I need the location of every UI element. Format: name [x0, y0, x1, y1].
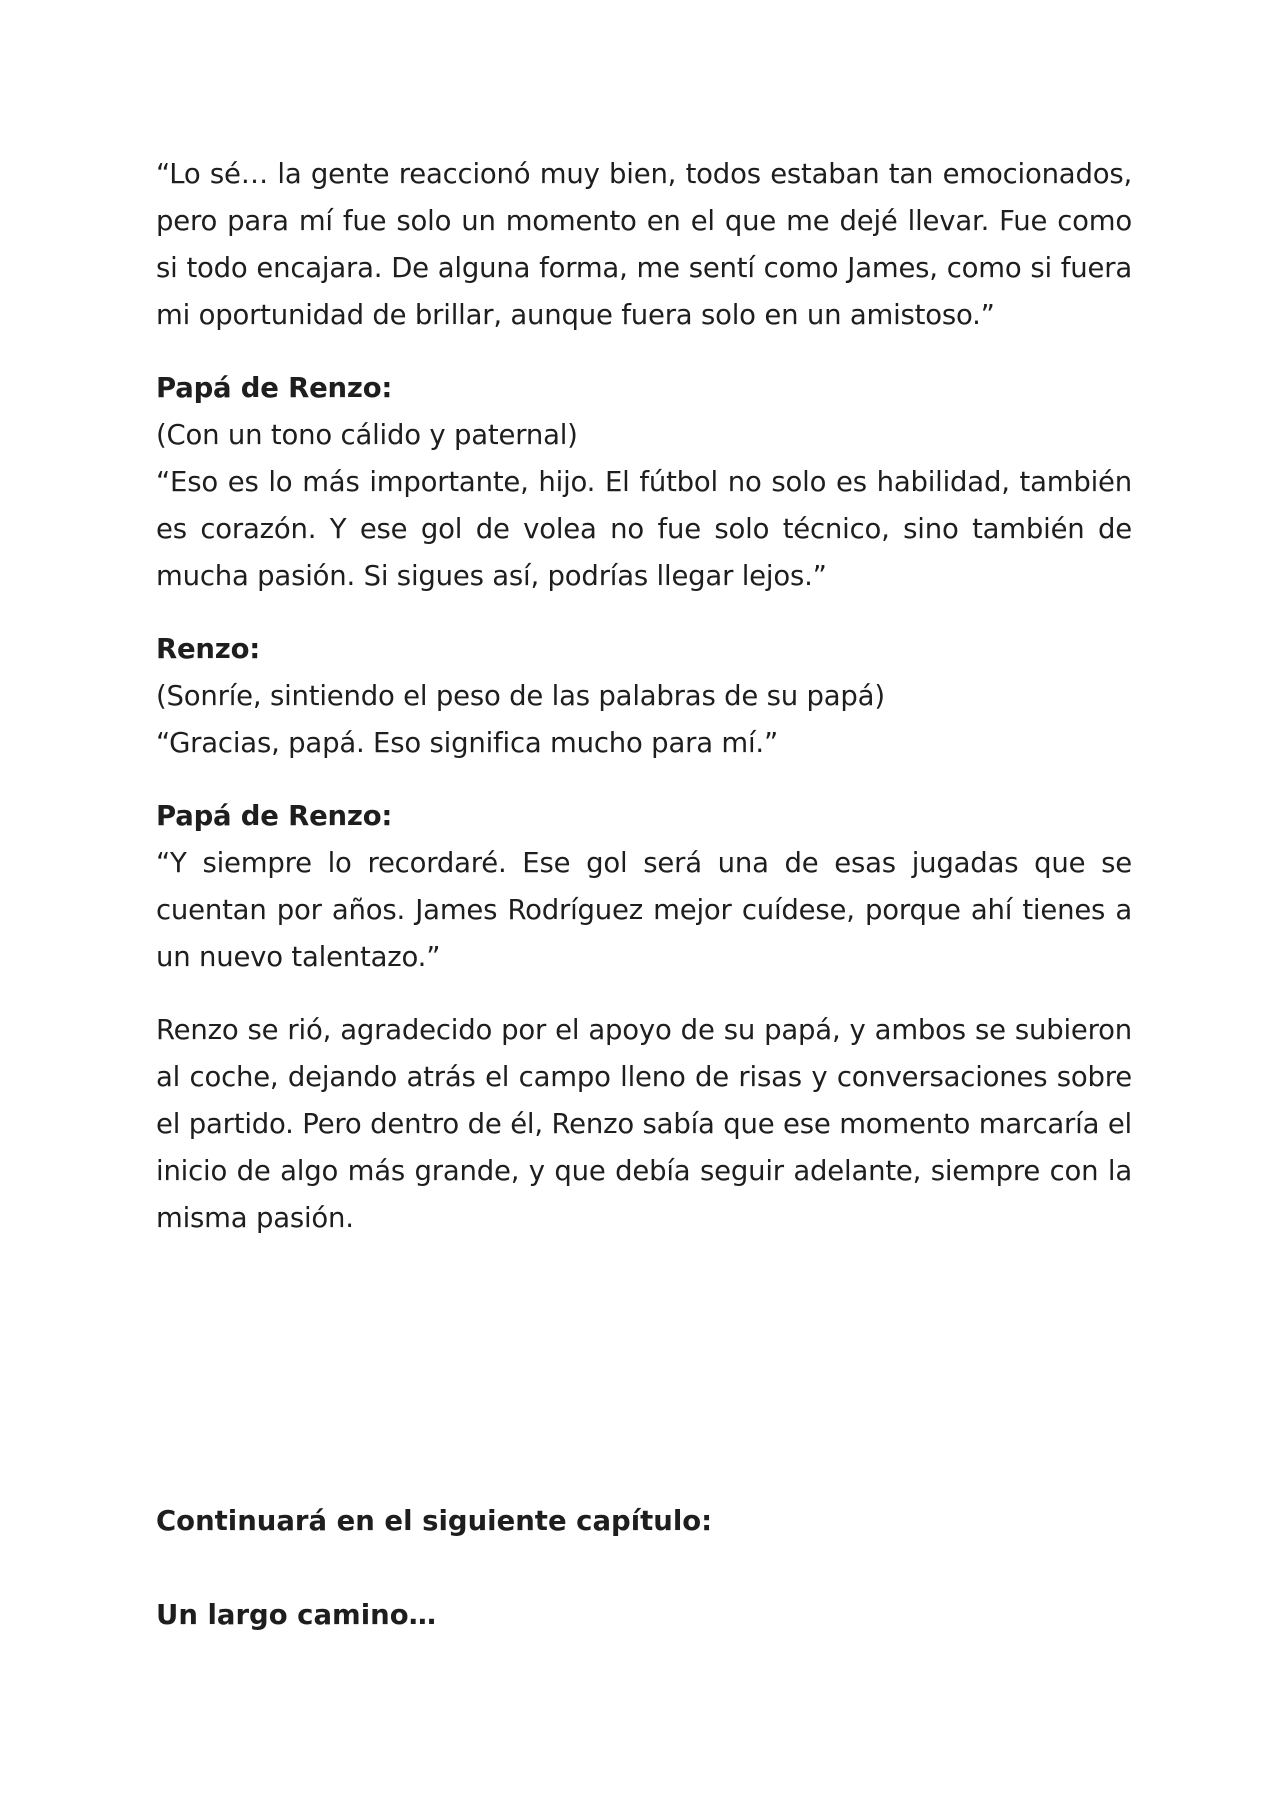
paragraph-gap [156, 767, 1132, 793]
stage-direction: (Sonríe, sintiendo el peso de las palabras de su papá) [156, 680, 885, 712]
next-chapter-title: Un largo camino… [156, 1599, 437, 1631]
speaker-label: Papá de Renzo: [156, 800, 393, 832]
stage-direction: (Con un tono cálido y paternal) [156, 419, 578, 451]
dialogue-quote: “Y siempre lo recordaré. Ese gol será una de esas jugadas que se cuentan por años. James Rodríguez mejor cuídese, porque ahí tienes a un nuevo talentazo.” [156, 847, 1132, 973]
document-body [156, 151, 1132, 1242]
paragraph-gap [156, 600, 1132, 626]
dialogue-quote: “Gracias, papá. Eso significa mucho para mí.” [156, 727, 779, 759]
speaker-label: Papá de Renzo: [156, 372, 393, 404]
speaker-label: Renzo: [156, 633, 261, 665]
narrative-paragraph: Renzo se rió, agradecido por el apoyo de su papá, y ambos se subieron al coche, dejando atrás el campo lleno de risas y conversaciones sobre el partido. Pero dentro de él, Renzo sabía que ese momento marcaría el inicio de algo más grande, y que debía seguir adelante, siempre con la misma pasión. [156, 1014, 1132, 1234]
paragraph-gap [156, 339, 1132, 365]
continuation-note: Continuará en el siguiente capítulo: [156, 1505, 713, 1537]
paragraph-gap [156, 981, 1132, 1007]
dialogue-quote: “Eso es lo más importante, hijo. El fútbol no solo es habilidad, también es corazón. Y ese gol de volea no fue solo técnico, sino también de mucha pasión. Si sigues así, podrías llegar lejos.” [156, 466, 1132, 592]
narrative-paragraph: “Lo sé… la gente reaccionó muy bien, todos estaban tan emocionados, pero para mí fue solo un momento en el que me dejé llevar. Fue como si todo encajara. De alguna forma, me sentí como James, como si fuera mi oportunidad de brillar, aunque fuera solo en un amistoso.” [156, 158, 1132, 331]
